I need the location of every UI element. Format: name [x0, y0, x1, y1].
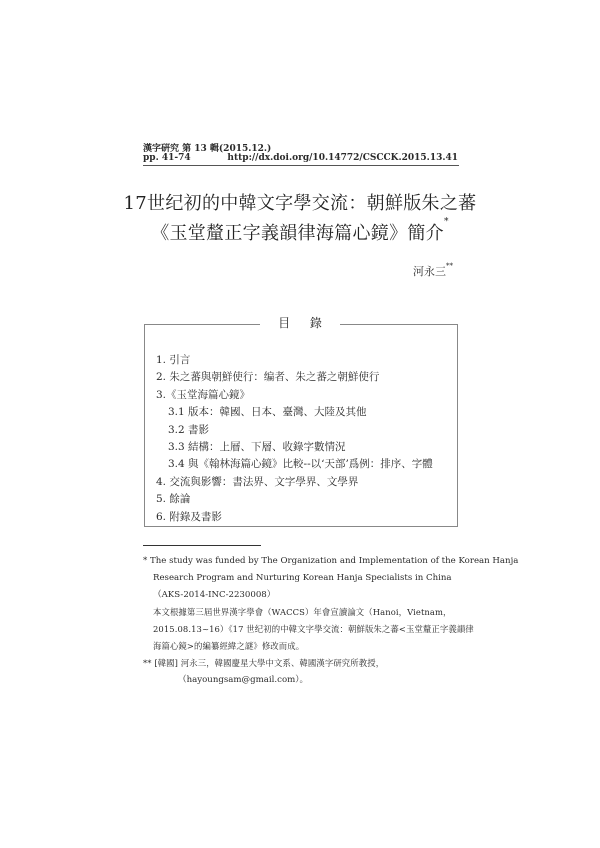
footnote-1-line: * The study was funded by The Organization and Implementation of the Korean Hanja	[143, 556, 519, 566]
toc-list	[156, 352, 461, 526]
header-line-2	[143, 153, 458, 163]
title-line-2-text: 《玉堂釐正字義韻律海篇心鏡》簡介	[151, 223, 444, 244]
author-email[interactable]: （hayoungsam@gmail.com）。	[178, 675, 309, 685]
author	[413, 263, 453, 279]
footnote-1-line: 本文根據第三屆世界漢字學會（WACCS）年會宣讀論文（Hanoi，Vietnam，	[153, 607, 452, 617]
toc-heading-text: 目 錄	[260, 316, 340, 330]
toc-subitem: 3.3 結構：上層、下層、收錄字數情況	[168, 440, 346, 453]
title-line-1: 17世纪初的中韓文字學交流：朝鮮版朱之蕃	[123, 193, 477, 214]
footnote-1-line: Research Program and Nurturing Korean Hanja Specialists in China	[153, 573, 452, 583]
toc-heading	[0, 314, 600, 331]
footnote-1-line: （AKS-2014-INC-2230008）	[153, 590, 276, 600]
title-footnote-marker: *	[444, 217, 449, 227]
author-name: 河永三	[413, 265, 446, 278]
toc-subitem: 3.4 與《翰林海篇心鏡》比較--以‘天部’爲例：排序、字體	[168, 458, 433, 471]
toc-item: 5. 餘論	[156, 493, 191, 506]
toc-item: 6. 附錄及書影	[156, 510, 222, 523]
title-line-2	[0, 219, 600, 245]
journal-info: 漢字硏究 第 13 輯(2015.12.)	[143, 144, 272, 154]
toc-item: 3.《玉堂海篇心鏡》	[156, 388, 251, 401]
footnote-2-line: ** [韓國] 河永三，韓國慶星大學中文系、韓國漢字研究所教授，	[143, 658, 385, 668]
header-rule	[143, 165, 459, 166]
doi-link[interactable]: http://dx.doi.org/10.14772/CSCCK.2015.13.41	[227, 153, 458, 163]
footnote-1-line: 2015.08.13~16）《17 世纪初的中韓文字學交流：朝鮮版朱之蕃<玉堂釐正字義韻律	[153, 624, 474, 634]
author-footnote-marker: **	[446, 262, 453, 270]
toc-item: 4. 交流與影響：書法界、文字學界、文學界	[156, 475, 359, 488]
footnote-rule	[143, 545, 261, 546]
toc-subitem: 3.1 版本：韓國、日本、臺灣、大陸及其他	[168, 406, 367, 419]
footnotes	[143, 553, 519, 689]
toc-item: 1. 引言	[156, 354, 191, 366]
toc-item: 2. 朱之蕃與朝鮮使行：编者、朱之蕃之朝鮮使行	[156, 371, 380, 384]
page-range: pp. 41-74	[143, 153, 191, 163]
toc-subitem: 3.2 書影	[168, 423, 210, 436]
footnote-1-line: 海篇心鏡>的編纂經緯之謎》修改而成。	[153, 641, 305, 651]
